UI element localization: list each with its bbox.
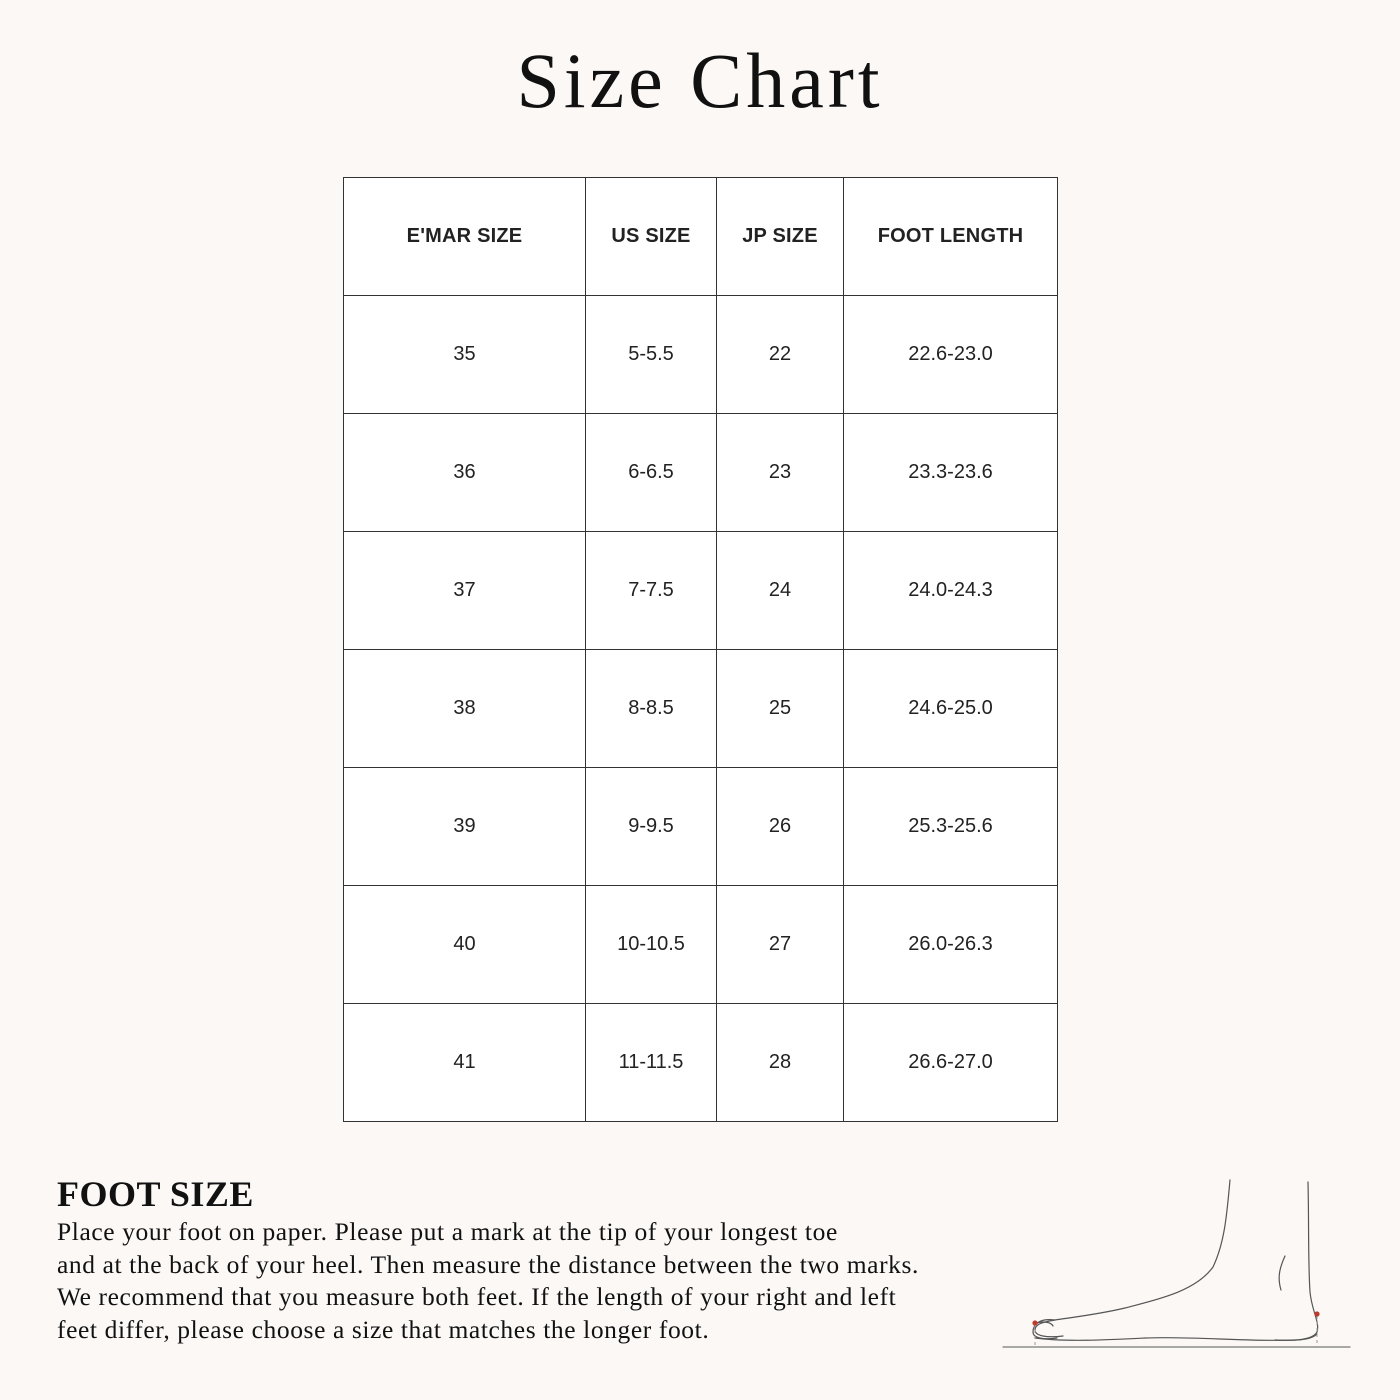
table-row <box>344 296 1058 414</box>
foot-size-instructions <box>57 1216 1057 1346</box>
cell-emar-size: 40 <box>344 886 586 1004</box>
table-row <box>344 650 1058 768</box>
cell-us-size: 8-8.5 <box>586 650 717 768</box>
cell-jp-size: 27 <box>717 886 844 1004</box>
cell-jp-size: 22 <box>717 296 844 414</box>
cell-emar-size: 35 <box>344 296 586 414</box>
cell-us-size: 6-6.5 <box>586 414 717 532</box>
header-emar-size: E'MAR SIZE <box>344 178 586 296</box>
cell-us-size: 7-7.5 <box>586 532 717 650</box>
cell-emar-size: 36 <box>344 414 586 532</box>
cell-foot-length: 26.0-26.3 <box>844 886 1058 1004</box>
cell-foot-length: 25.3-25.6 <box>844 768 1058 886</box>
cell-jp-size: 28 <box>717 1004 844 1122</box>
table-row <box>344 1004 1058 1122</box>
foot-size-section <box>57 1172 1057 1346</box>
cell-foot-length: 24.0-24.3 <box>844 532 1058 650</box>
cell-jp-size: 25 <box>717 650 844 768</box>
cell-emar-size: 41 <box>344 1004 586 1122</box>
table-row <box>344 414 1058 532</box>
instruction-line: Place your foot on paper. Please put a mark at the tip of your longest toe <box>57 1217 838 1246</box>
header-foot-length: FOOT LENGTH <box>844 178 1058 296</box>
cell-emar-size: 39 <box>344 768 586 886</box>
foot-size-heading: FOOT SIZE <box>57 1174 254 1214</box>
cell-us-size: 5-5.5 <box>586 296 717 414</box>
table-row <box>344 768 1058 886</box>
size-chart-table <box>343 177 1058 1122</box>
cell-jp-size: 26 <box>717 768 844 886</box>
instruction-line: We recommend that you measure both feet. If the length of your right and left <box>57 1282 897 1311</box>
cell-foot-length: 22.6-23.0 <box>844 296 1058 414</box>
table-row <box>344 886 1058 1004</box>
cell-jp-size: 24 <box>717 532 844 650</box>
table-header-row <box>344 178 1058 296</box>
cell-emar-size: 37 <box>344 532 586 650</box>
page-title: Size Chart <box>516 37 884 124</box>
foot-measure-icon <box>995 1172 1355 1357</box>
cell-us-size: 11-11.5 <box>586 1004 717 1122</box>
cell-foot-length: 26.6-27.0 <box>844 1004 1058 1122</box>
cell-us-size: 10-10.5 <box>586 886 717 1004</box>
cell-jp-size: 23 <box>717 414 844 532</box>
cell-emar-size: 38 <box>344 650 586 768</box>
instruction-line: feet differ, please choose a size that matches the longer foot. <box>57 1314 710 1344</box>
header-us-size: US SIZE <box>586 178 717 296</box>
cell-foot-length: 23.3-23.6 <box>844 414 1058 532</box>
toe-mark-icon <box>1032 1320 1037 1325</box>
header-jp-size: JP SIZE <box>717 178 844 296</box>
heel-mark-icon <box>1314 1311 1319 1316</box>
cell-us-size: 9-9.5 <box>586 768 717 886</box>
cell-foot-length: 24.6-25.0 <box>844 650 1058 768</box>
table-row <box>344 532 1058 650</box>
instruction-line: and at the back of your heel. Then measure the distance between the two marks. <box>57 1249 920 1279</box>
